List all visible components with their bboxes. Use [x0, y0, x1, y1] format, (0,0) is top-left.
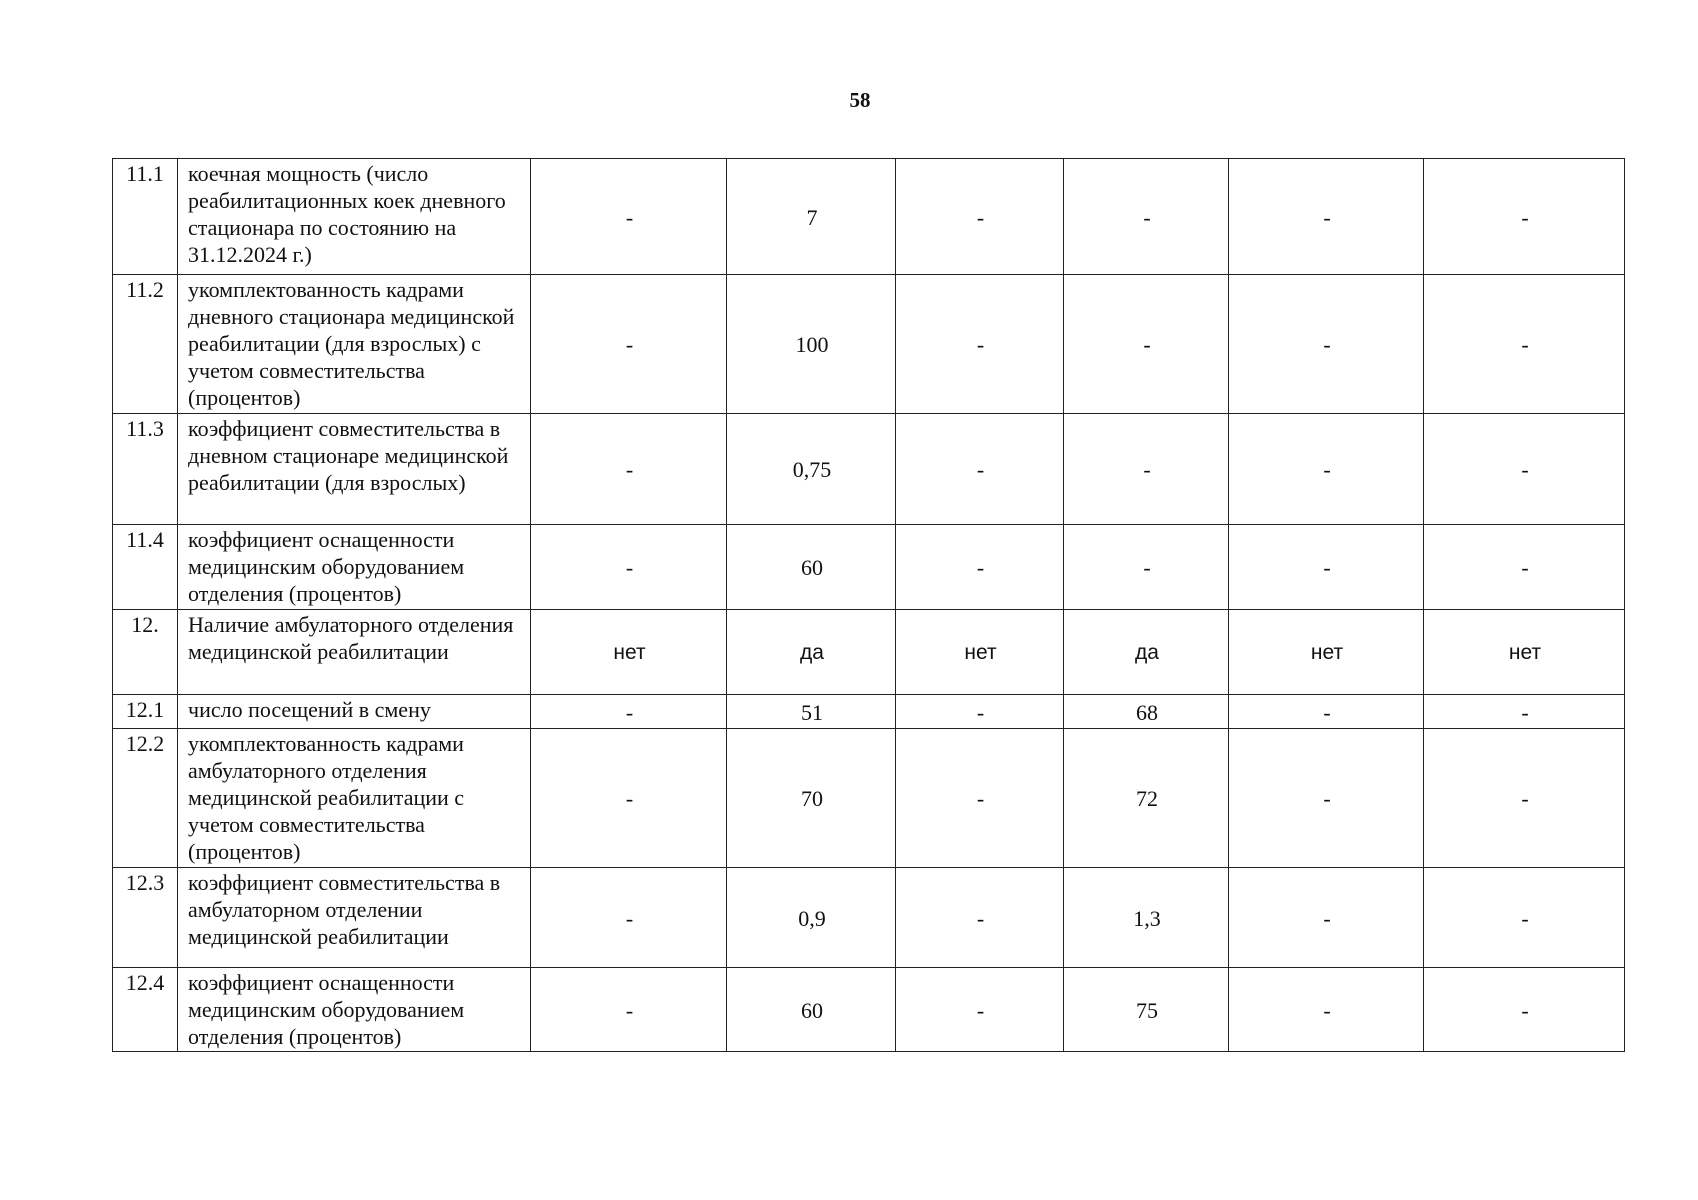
value-cell-col-1: - — [531, 695, 727, 729]
row-number: 11.1 — [113, 159, 178, 275]
row-description: коэффициент совместительства в амбулаторном отделении медицинской реабилитации — [178, 868, 531, 968]
value-cell-col-3: - — [896, 275, 1064, 414]
value-cell-col-6: - — [1424, 159, 1625, 275]
row-description: Наличие амбулаторного отделения медицинской реабилитации — [178, 610, 531, 695]
value-cell-col-4: - — [1064, 159, 1229, 275]
value-cell-col-3: - — [896, 868, 1064, 968]
table-row — [113, 525, 1625, 610]
value-cell-col-6: - — [1424, 525, 1625, 610]
value-cell-col-2: 60 — [727, 525, 896, 610]
row-number: 11.4 — [113, 525, 178, 610]
table-row — [113, 275, 1625, 414]
indicators-table — [112, 158, 1625, 1052]
row-number: 11.3 — [113, 414, 178, 525]
row-number: 11.2 — [113, 275, 178, 414]
value-cell-col-2: 7 — [727, 159, 896, 275]
value-cell-col-5: - — [1229, 868, 1424, 968]
row-number: 12.2 — [113, 729, 178, 868]
value-cell-col-5: - — [1229, 729, 1424, 868]
table-row — [113, 414, 1625, 525]
value-cell-col-2: 0,75 — [727, 414, 896, 525]
value-cell-col-3: - — [896, 968, 1064, 1052]
table-row — [113, 610, 1625, 695]
value-cell-col-1: - — [531, 414, 727, 525]
value-cell-col-6: - — [1424, 414, 1625, 525]
value-cell-col-6: нет — [1424, 610, 1625, 695]
row-number: 12.4 — [113, 968, 178, 1052]
table-row — [113, 729, 1625, 868]
value-cell-col-6: - — [1424, 868, 1625, 968]
value-cell-col-4: 72 — [1064, 729, 1229, 868]
page-number: 58 — [849, 88, 871, 112]
value-cell-col-4: 68 — [1064, 695, 1229, 729]
value-cell-col-2: да — [727, 610, 896, 695]
value-cell-col-4: - — [1064, 525, 1229, 610]
value-cell-col-1: нет — [531, 610, 727, 695]
table-row — [113, 159, 1625, 275]
table-body — [113, 159, 1625, 1052]
value-cell-col-5: нет — [1229, 610, 1424, 695]
value-cell-col-5: - — [1229, 525, 1424, 610]
value-cell-col-5: - — [1229, 275, 1424, 414]
table-row — [113, 968, 1625, 1052]
value-cell-col-3: - — [896, 159, 1064, 275]
row-description: коэффициент оснащенности медицинским оборудованием отделения (процентов) — [178, 968, 531, 1052]
row-number: 12.1 — [113, 695, 178, 729]
value-cell-col-4: 1,3 — [1064, 868, 1229, 968]
table-row — [113, 868, 1625, 968]
value-cell-col-1: - — [531, 968, 727, 1052]
value-cell-col-3: - — [896, 525, 1064, 610]
value-cell-col-2: 100 — [727, 275, 896, 414]
row-description: укомплектованность кадрами дневного стационара медицинской реабилитации (для взрослых) с учетом совместительства (процентов) — [178, 275, 531, 414]
value-cell-col-1: - — [531, 729, 727, 868]
value-cell-col-2: 60 — [727, 968, 896, 1052]
value-cell-col-2: 0,9 — [727, 868, 896, 968]
value-cell-col-5: - — [1229, 414, 1424, 525]
row-description: коечная мощность (число реабилитационных коек дневного стационара по состоянию на 31.12.2024 г.) — [178, 159, 531, 275]
value-cell-col-5: - — [1229, 159, 1424, 275]
row-description: коэффициент совместительства в дневном стационаре медицинской реабилитации (для взрослых) — [178, 414, 531, 525]
value-cell-col-5: - — [1229, 695, 1424, 729]
value-cell-col-4: - — [1064, 275, 1229, 414]
value-cell-col-2: 70 — [727, 729, 896, 868]
value-cell-col-6: - — [1424, 275, 1625, 414]
value-cell-col-3: - — [896, 729, 1064, 868]
value-cell-col-4: - — [1064, 414, 1229, 525]
value-cell-col-5: - — [1229, 968, 1424, 1052]
value-cell-col-1: - — [531, 159, 727, 275]
row-description: укомплектованность кадрами амбулаторного отделения медицинской реабилитации с учетом совместительства (процентов) — [178, 729, 531, 868]
value-cell-col-6: - — [1424, 968, 1625, 1052]
value-cell-col-6: - — [1424, 695, 1625, 729]
value-cell-col-2: 51 — [727, 695, 896, 729]
row-number: 12. — [113, 610, 178, 695]
value-cell-col-1: - — [531, 525, 727, 610]
row-description: число посещений в смену — [178, 695, 531, 729]
value-cell-col-4: да — [1064, 610, 1229, 695]
row-number: 12.3 — [113, 868, 178, 968]
value-cell-col-3: нет — [896, 610, 1064, 695]
value-cell-col-1: - — [531, 275, 727, 414]
value-cell-col-3: - — [896, 414, 1064, 525]
value-cell-col-1: - — [531, 868, 727, 968]
value-cell-col-4: 75 — [1064, 968, 1229, 1052]
row-description: коэффициент оснащенности медицинским оборудованием отделения (процентов) — [178, 525, 531, 610]
value-cell-col-6: - — [1424, 729, 1625, 868]
value-cell-col-3: - — [896, 695, 1064, 729]
table-row — [113, 695, 1625, 729]
